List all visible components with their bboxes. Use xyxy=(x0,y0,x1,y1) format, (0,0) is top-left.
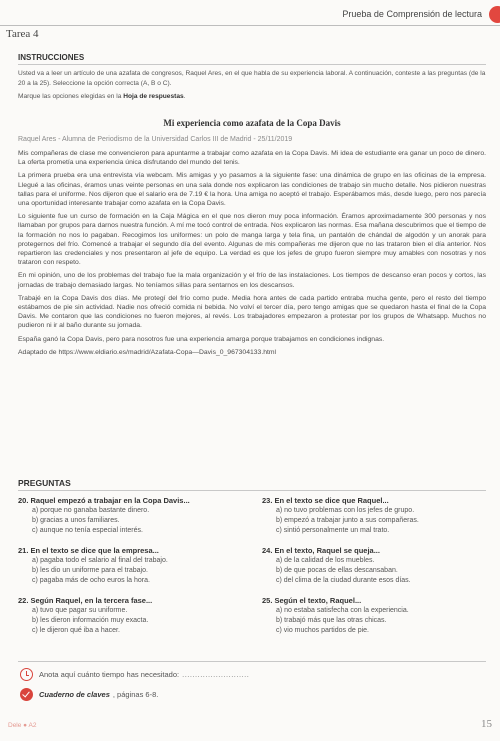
option-label: b) les dieron información muy exacta. xyxy=(32,617,149,624)
option-a[interactable] xyxy=(262,556,494,566)
instructions-rule xyxy=(18,64,486,65)
article-byline: Raquel Ares - Alumna de Periodismo de la Universidad Carlos III de Madrid - 25/11/2019 xyxy=(18,136,293,143)
article-paragraph: Mis compañeras de clase me convencieron para apuntarme a trabajar como azafata en la Copa Davis. Mi idea de estudiante era ganar un poco de dinero. La oferta prometía una experiencia única disfrutando del mundo del tenis. xyxy=(18,150,486,167)
instructions-prefix: Marque las opciones elegidas en la xyxy=(18,93,124,101)
option-a[interactable] xyxy=(18,606,250,616)
option-label: c) aunque no tenía especial interés. xyxy=(32,527,143,534)
question-stem: 20. Raquel empezó a trabajar en la Copa Davis... xyxy=(18,496,190,505)
article xyxy=(18,118,486,356)
option-c[interactable] xyxy=(18,626,250,636)
option-b[interactable] xyxy=(262,516,494,526)
option-b[interactable] xyxy=(18,566,250,576)
option-label: b) les dio un uniforme para el trabajo. xyxy=(32,567,148,574)
option-label: a) no estaba satisfecha con la experiencia. xyxy=(276,607,409,614)
option-label: c) vio muchos partidos de pie. xyxy=(276,627,369,634)
questions-column-left xyxy=(18,496,250,646)
answer-key-note xyxy=(20,688,158,701)
option-a[interactable] xyxy=(262,606,494,616)
instructions-section xyxy=(18,53,486,102)
option-label: a) tuvo que pagar su uniforme. xyxy=(32,607,128,614)
answer-key-title: Cuaderno de claves xyxy=(39,690,110,699)
article-title: Mi experiencia como azafata de la Copa Davis xyxy=(163,118,341,128)
option-b[interactable] xyxy=(262,616,494,626)
article-paragraph: En mi opinión, uno de los problemas del trabajo fue la mala organización y el frío de las instalaciones. Los tiempos de descanso eran pocos y cortos, las jornadas de trabajo demasiado largas. No teníamos sillas para sentarnos en los descansos. xyxy=(18,272,486,289)
question-24 xyxy=(262,546,494,586)
option-label: c) le dijeron qué iba a hacer. xyxy=(32,627,120,634)
option-b[interactable] xyxy=(18,616,250,626)
option-a[interactable] xyxy=(18,556,250,566)
question-stem: 21. En el texto se dice que la empresa... xyxy=(18,546,159,555)
page-number: 15 xyxy=(481,718,492,730)
question-stem: 23. En el texto se dice que Raquel... xyxy=(262,496,389,505)
question-stem: 22. Según Raquel, en la tercera fase... xyxy=(18,596,153,605)
question-22 xyxy=(18,596,250,636)
option-label: b) gracias a unos familiares. xyxy=(32,517,120,524)
instructions-text: Usted va a leer un artículo de una azafata de congresos, Raquel Ares, en el que habla de su experiencia laboral. A continuación, conteste a las preguntas (de la 20 a la 25). Seleccione la opción correcta (A, B o C). xyxy=(18,70,486,87)
article-source: Adaptado de https://www.eldiario.es/madrid/Azafata-Copa—Davis_0_967304133.html xyxy=(18,348,277,356)
option-c[interactable] xyxy=(262,526,494,536)
option-c[interactable] xyxy=(18,526,250,536)
option-label: c) del clima de la ciudad durante esos días. xyxy=(276,577,411,584)
instructions-heading: INSTRUCCIONES xyxy=(18,53,85,62)
article-paragraph: La primera prueba era una entrevista vía webcam. Mis amigas y yo pasamos a la siguiente fase: una dinámica de grupo en las oficinas de la empresa. Llegué a las oficinas, éramos unas veinte personas en una sala donde nos explicaron las condiciones de trabajo sin mucho detalle. Nos pidieron nuestras tallas para el uniforme. Nos dijeron que el salario era de 7.19 € la hora. Una amiga no aceptó el trabajo. Esperábamos más, desde luego, pero nos parecía una oportunidad interesante trabajar como azafata en la Copa Davis. xyxy=(18,172,486,208)
questions-grid xyxy=(18,496,486,646)
question-stem: 25. Según el texto, Raquel... xyxy=(262,596,362,605)
option-label: a) pagaba todo el salario al final del trabajo. xyxy=(32,557,168,564)
option-label: a) de la calidad de los muebles. xyxy=(276,557,375,564)
questions-rule xyxy=(18,490,486,491)
article-paragraph: Trabajé en la Copa Davis dos días. Me protegí del frío como pude. Media hora antes de cada partido entraba mucha gente, pero el resto del tiempo estábamos de pie sin actividad. Nadie nos ofreció comida ni bebida. No volví el tercer día, pero tengo amigas que se quedaron hasta el final de la Copa Davis. Me contaron que las condiciones no fueron mejores, al revés. Los trabajadores empezaron a protestar por los grupos de Whatsapp. Muchos no pudieron ni ir al baño durante su jornada. xyxy=(18,294,486,330)
section-label: Tarea 4 xyxy=(6,28,39,40)
header-rule xyxy=(0,25,500,26)
option-b[interactable] xyxy=(262,566,494,576)
time-note xyxy=(20,668,249,681)
option-label: a) porque no ganaba bastante dinero. xyxy=(32,507,150,514)
answer-key-pages: , páginas 6-8. xyxy=(112,690,159,699)
option-label: c) sintió personalmente un mal trato. xyxy=(276,527,390,534)
option-b[interactable] xyxy=(18,516,250,526)
option-c[interactable] xyxy=(262,626,494,636)
time-label: Anota aquí cuánto tiempo has necesitado: xyxy=(39,670,180,679)
question-23 xyxy=(262,496,494,536)
footer-series-label: Dele ● A2 xyxy=(8,722,37,729)
corner-tab-marker xyxy=(489,6,500,23)
question-25 xyxy=(262,596,494,636)
option-label: b) empezó a trabajar junto a sus compañeras. xyxy=(276,517,419,524)
option-a[interactable] xyxy=(18,506,250,516)
check-icon xyxy=(20,688,33,701)
option-label: c) pagaba más de ocho euros la hora. xyxy=(32,577,150,584)
questions-heading: PREGUNTAS xyxy=(18,478,71,488)
time-blank[interactable]: .......................... xyxy=(182,670,250,679)
question-20 xyxy=(18,496,250,536)
option-c[interactable] xyxy=(18,576,250,586)
instructions-answer-sheet-note xyxy=(18,92,486,102)
clock-icon xyxy=(20,668,33,681)
option-label: b) de que pocas de ellas descansaban. xyxy=(276,567,398,574)
answer-sheet-label: Hoja de respuestas xyxy=(123,93,184,101)
option-a[interactable] xyxy=(262,506,494,516)
article-paragraph: Lo siguiente fue un curso de formación en la Caja Mágica en el que nos dieron muy poca información. Éramos aproximadamente 300 personas y nos llamaban por grupos para darnos nuestra función. A mí me tocó control de entrada. Nos explicaron las normas. Esa mañana descubrimos que el tiempo de la formación no nos lo pagaban. Recogimos los uniformes: un polo de manga larga y tela fina, un pantalón de chándal de algodón y un anorak para protegernos del frío. Comencé a trabajar el segundo día del evento. Algunas de mis compañeras me dijeron que no las trataron bien el día anterior. Nos repartieron las credenciales y nos presentaron al jefe de equipo. La verdad es que los jefes de grupo fueron siempre muy amables con nosotras y nos trataron con respeto. xyxy=(18,213,486,267)
option-c[interactable] xyxy=(262,576,494,586)
document-title: Prueba de Comprensión de lectura xyxy=(342,9,482,19)
questions-column-right xyxy=(262,496,494,646)
question-21 xyxy=(18,546,250,586)
questions-section xyxy=(18,478,486,646)
question-stem: 24. En el texto, Raquel se queja... xyxy=(262,546,380,555)
article-paragraph: España ganó la Copa Davis, pero para nosotros fue una experiencia amarga porque trabajamos en condiciones indignas. xyxy=(18,335,385,343)
option-label: b) trabajó más que las otras chicas. xyxy=(276,617,387,624)
option-label: a) no tuvo problemas con los jefes de grupo. xyxy=(276,507,415,514)
instructions-suffix: . xyxy=(183,93,186,101)
footer-rule xyxy=(18,661,486,662)
